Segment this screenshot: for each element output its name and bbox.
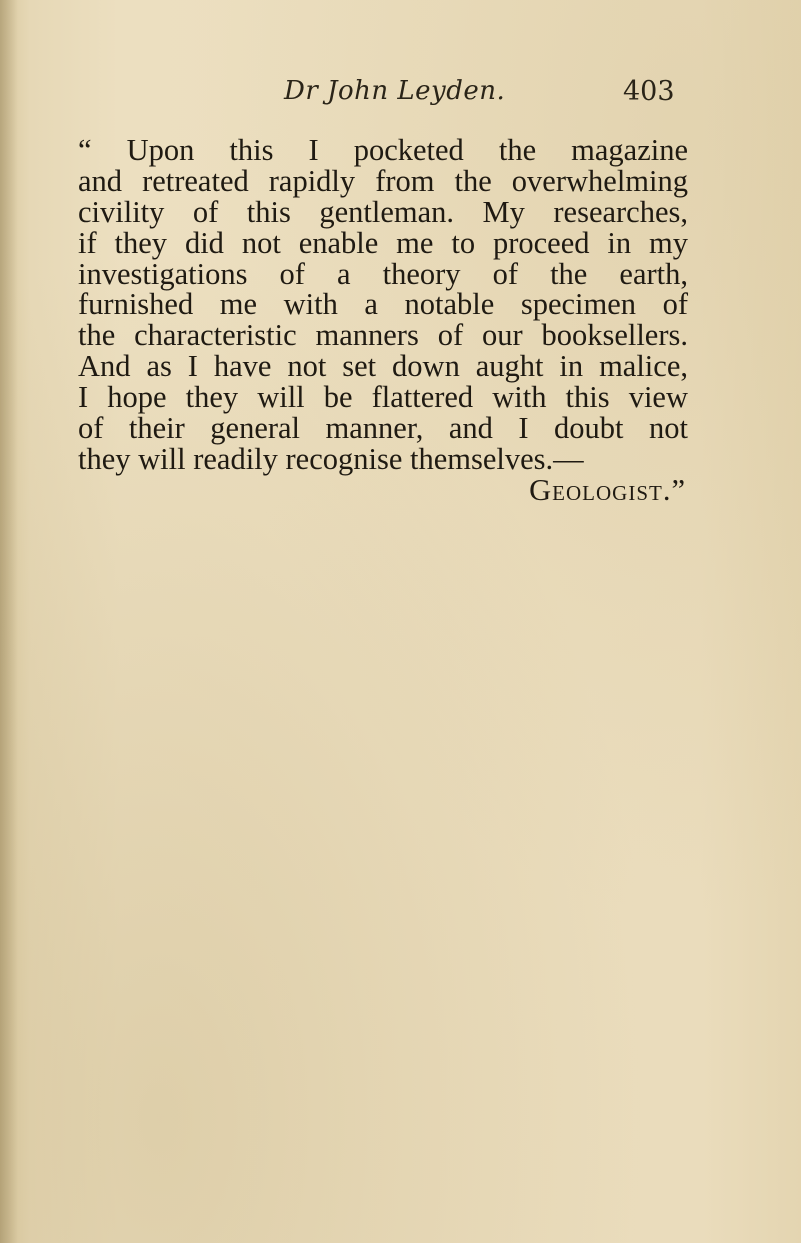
text-line: they will readily recognise themselves.— xyxy=(78,441,584,476)
text-line: investigations of a theory of the earth, xyxy=(78,256,688,291)
text-line: civility of this gentleman. My researches, xyxy=(78,194,688,229)
text-line: furnished me with a notable specimen of xyxy=(78,287,688,322)
text-line: of their general manner, and I doubt not xyxy=(78,411,688,446)
running-title: Dr John Leyden. xyxy=(284,76,506,106)
text-line: And as I have not set down aught in malice, xyxy=(78,349,688,384)
text-line: I hope they will be flattered with this view xyxy=(78,380,688,415)
page-number: 403 xyxy=(623,76,675,107)
signature: Geologist.” xyxy=(529,472,686,507)
running-header xyxy=(0,76,801,116)
text-line: if they did not enable me to proceed in my xyxy=(78,225,688,260)
text-line: and retreated rapidly from the overwhelming xyxy=(78,163,688,198)
body-paragraph xyxy=(78,135,688,506)
text-line: “ Upon this I pocketed the magazine xyxy=(78,133,688,167)
text-line: the characteristic manners of our booksellers. xyxy=(78,318,688,353)
binding-gutter xyxy=(0,0,18,1243)
